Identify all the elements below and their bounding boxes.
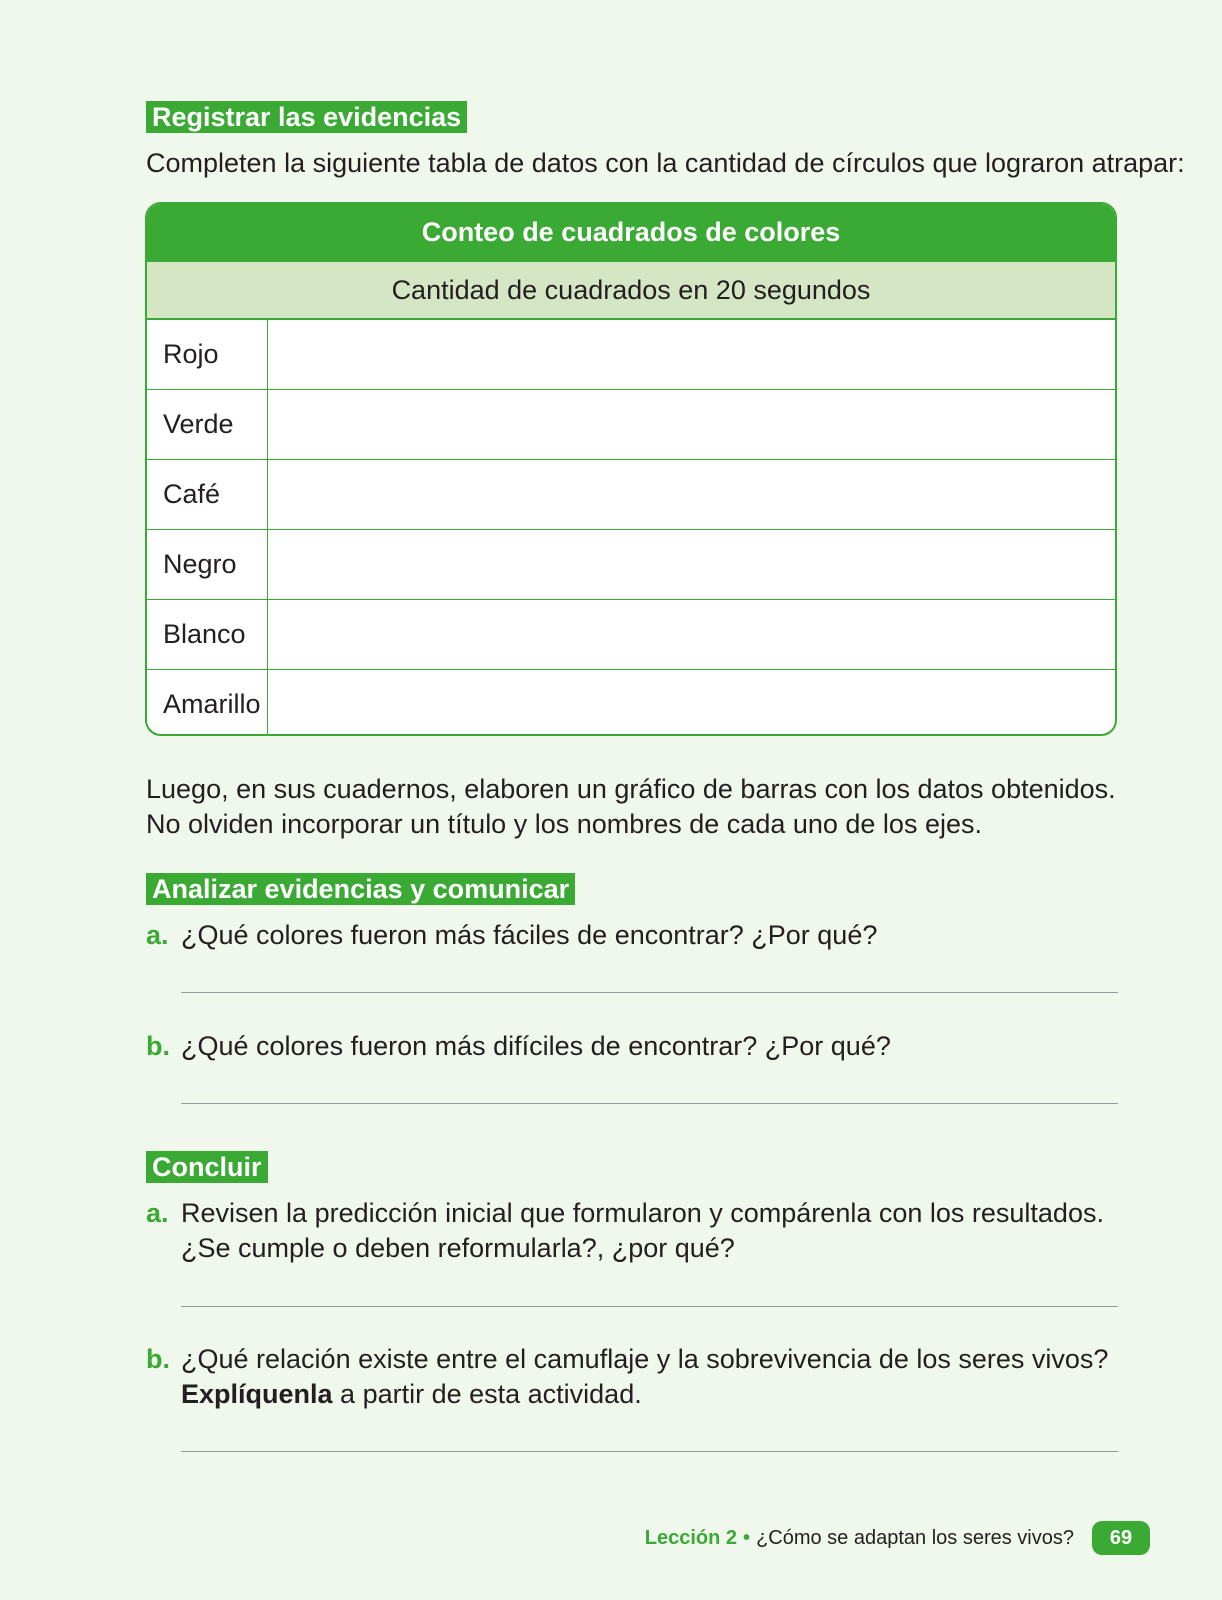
row-label: Amarillo [147,670,268,736]
row-value-cell[interactable] [268,460,1115,529]
question-letter: b. [146,1031,170,1061]
question-text-line-1: ¿Qué relación existe entre el camuflaje y la sobrevivencia de los seres vivos? [181,1344,1109,1374]
row-label: Negro [147,530,268,599]
question-b-concluir [146,1342,1108,1412]
question-a-analizar [146,918,877,953]
row-label: Verde [147,390,268,459]
table-row [147,320,1115,390]
lesson-title: ¿Cómo se adaptan los seres vivos? [756,1526,1074,1549]
bullet-separator: • [743,1526,751,1549]
table-row [147,600,1115,670]
question-letter: b. [146,1344,170,1374]
table-row [147,390,1115,460]
chart-instruction-line-2: No olviden incorporar un título y los nombres de cada uno de los ejes. [146,809,982,839]
table-row [147,530,1115,600]
row-label: Café [147,460,268,529]
section-title-registrar: Registrar las evidencias [146,101,467,133]
row-label: Blanco [147,600,268,669]
table-row [147,460,1115,530]
chart-instruction-line-1: Luego, en sus cuadernos, elaboren un gráfico de barras con los datos obtenidos. [146,774,1116,804]
question-text: ¿Qué colores fueron más fáciles de encontrar? ¿Por qué? [181,920,878,950]
question-b-analizar [146,1029,891,1064]
table-row [147,670,1115,736]
row-value-cell[interactable] [268,320,1115,389]
question-a-concluir [146,1196,1104,1266]
lesson-label: Lección 2 [644,1526,738,1549]
answer-line[interactable] [181,1103,1118,1104]
emphasis-word: Explíquenla [181,1379,333,1409]
table-instruction: Completen la siguiente tabla de datos con la cantidad de círculos que lograron atrapar: [146,148,1185,178]
table-title: Conteo de cuadrados de colores [147,204,1115,262]
data-table [145,202,1117,736]
question-letter: a. [146,1198,169,1228]
table-subtitle: Cantidad de cuadrados en 20 segundos [147,262,1115,320]
row-value-cell[interactable] [268,390,1115,459]
question-text-line-1: Revisen la predicción inicial que formularon y compárenla con los resultados. [181,1198,1104,1228]
page-footer [645,1521,1150,1555]
answer-line[interactable] [181,1451,1118,1452]
answer-line[interactable] [181,1306,1118,1307]
section-title-concluir: Concluir [146,1151,268,1183]
row-value-cell[interactable] [268,530,1115,599]
question-text-rest: a partir de esta actividad. [332,1379,642,1409]
question-text-line-2: ¿Se cumple o deben reformularla?, ¿por qué? [181,1233,735,1263]
question-text-line-2 [181,1377,1108,1412]
row-value-cell[interactable] [268,600,1115,669]
answer-line[interactable] [181,992,1118,993]
question-letter: a. [146,920,169,950]
row-value-cell[interactable] [268,670,1115,736]
row-label: Rojo [147,320,268,389]
section-title-analizar: Analizar evidencias y comunicar [146,873,575,905]
page-number: 69 [1092,1521,1150,1555]
question-text: ¿Qué colores fueron más difíciles de encontrar? ¿Por qué? [181,1031,891,1061]
